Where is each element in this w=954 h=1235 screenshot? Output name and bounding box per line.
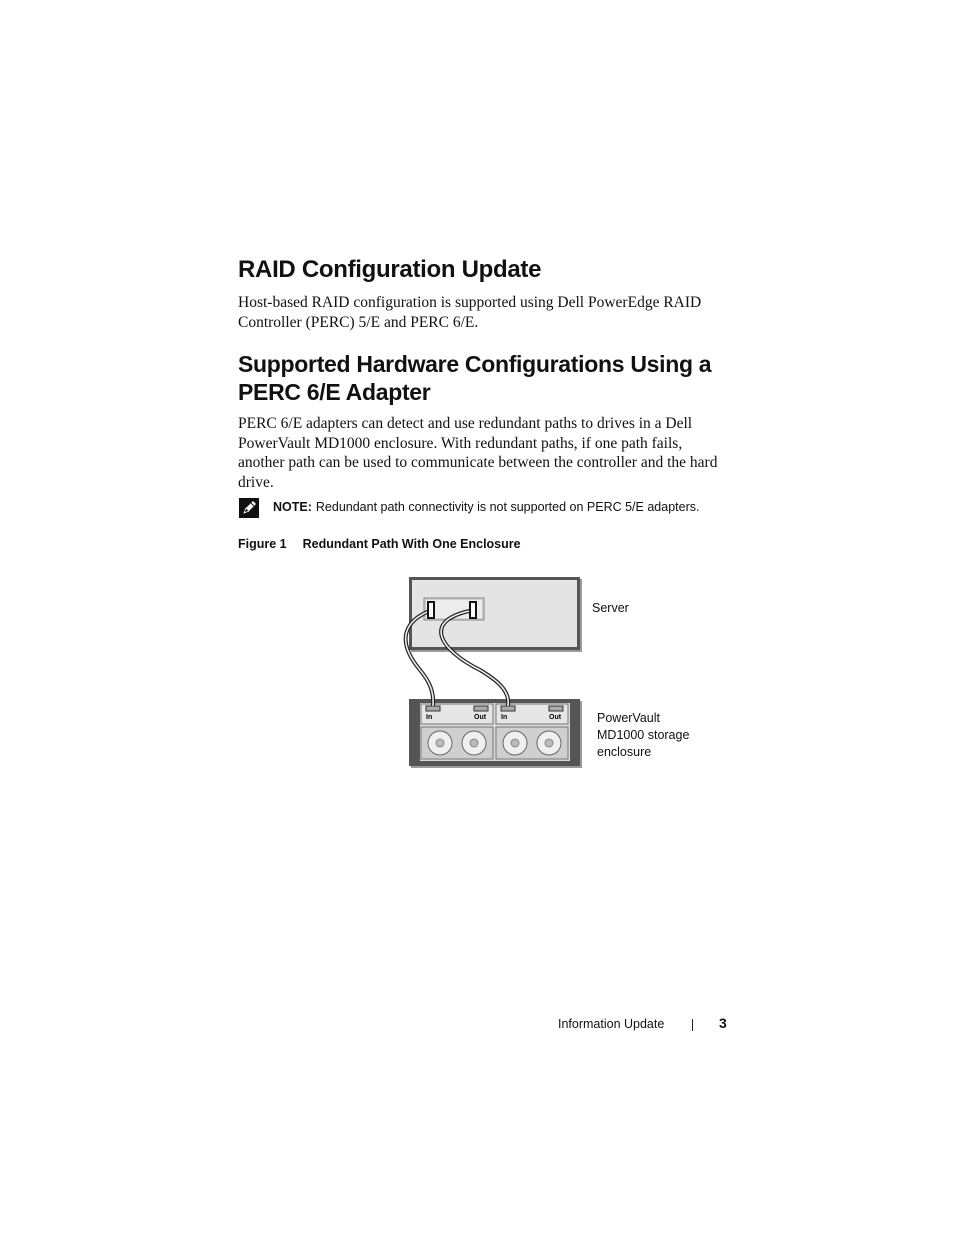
figure-title: Redundant Path With One Enclosure — [302, 537, 521, 551]
note-body: Redundant path connectivity is not supported on PERC 5/E adapters. — [315, 500, 700, 514]
figure-number: Figure 1 — [238, 537, 287, 551]
section-heading: RAID Configuration Update — [238, 256, 542, 283]
intro-paragraph: Host-based RAID configuration is supported using Dell PowerEdge RAID Controller (PERC) 5/E and PERC 6/E. — [238, 294, 702, 331]
note-label: NOTE: — [273, 500, 312, 514]
server-label: Server — [592, 601, 629, 615]
port-out-label-a: Out — [474, 714, 487, 721]
enclosure-chassis — [409, 699, 582, 768]
pencil-note-icon — [238, 497, 260, 519]
figure-caption — [238, 537, 521, 551]
port-in-label-a: In — [426, 714, 433, 721]
body-paragraph: PERC 6/E adapters can detect and use redundant paths to drives in a Dell PowerVault MD1000 enclosure. With redundant paths, if one path fails, another path can be used to communicate between the controller and the hard drive. — [238, 415, 718, 491]
note-text — [273, 500, 699, 514]
port-out-label-b: Out — [549, 714, 562, 721]
port-in-label-b: In — [501, 714, 508, 721]
page-number: 3 — [719, 1015, 727, 1031]
footer-section: Information Update — [558, 1017, 665, 1031]
enclosure-label: PowerVault MD1000 storage enclosure — [597, 711, 690, 759]
note-callout — [238, 497, 738, 519]
subsection-heading: Supported Hardware Configurations Using a PERC 6/E Adapter — [238, 351, 712, 405]
footer-divider — [692, 1019, 693, 1031]
